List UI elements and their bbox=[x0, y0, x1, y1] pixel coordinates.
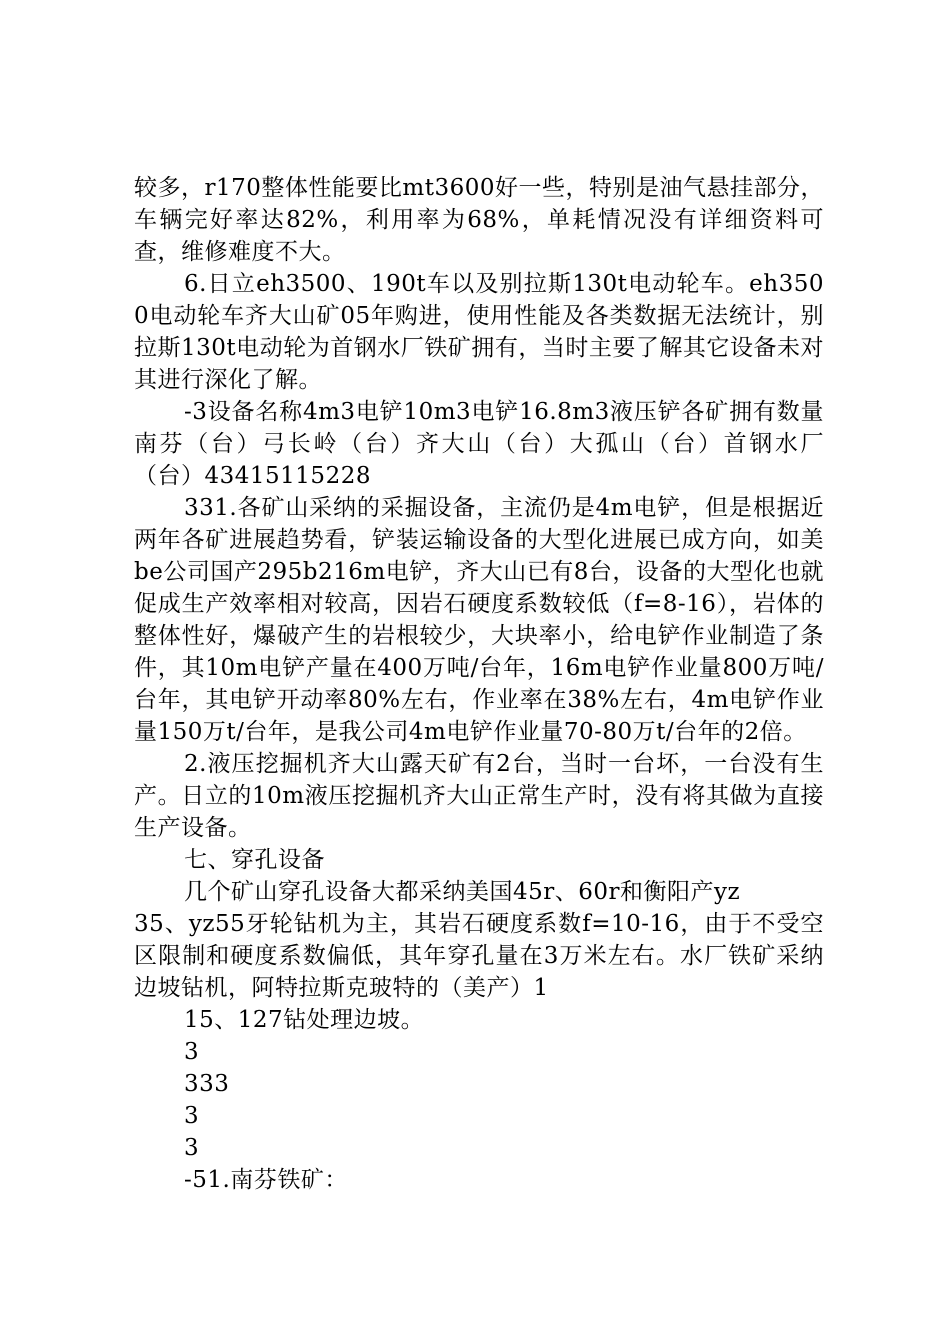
document-body bbox=[134, 172, 824, 1196]
paragraph-13: 3 bbox=[184, 1135, 200, 1161]
paragraph-14: -51.南芬铁矿： bbox=[184, 1167, 348, 1193]
section-heading-drilling: 七、穿孔设备 bbox=[184, 847, 325, 873]
paragraph-1: 较多，r170整体性能要比mt3600好一些，特别是油气悬挂部分，车辆完好率达82%，利用率为68%，单耗情况没有详细资料可查，维修难度不大。 bbox=[134, 175, 824, 265]
paragraph-10: 3 bbox=[184, 1039, 200, 1065]
paragraph-2: 6.日立eh3500、190t车以及别拉斯130t电动轮车。eh3500电动轮车齐大山矿05年购进，使用性能及各类数据无法统计，别拉斯130t电动轮为首钢水厂铁矿拥有，当时主要了解其它设备未对其进行深化了解。 bbox=[134, 271, 824, 393]
paragraph-11: 333 bbox=[184, 1071, 230, 1097]
paragraph-5: 2.液压挖掘机齐大山露天矿有2台，当时一台坏，一台没有生产。日立的10m液压挖掘机齐大山正常生产时，没有将其做为直接生产设备。 bbox=[134, 751, 824, 841]
paragraph-8: 35、yz55牙轮钻机为主，其岩石硬度系数f=10-16，由于不受空区限制和硬度系数偏低，其年穿孔量在3万米左右。水厂铁矿采纳边坡钻机，阿特拉斯克玻特的（美产）1 bbox=[134, 911, 824, 1001]
paragraph-4: 331.各矿山采纳的采掘设备，主流仍是4m电铲，但是根据近两年各矿进展趋势看，铲装运输设备的大型化进展已成方向，如美be公司国产295b216m电铲，齐大山已有8台，设备的大型化也就促成生产效率相对较高，因岩石硬度系数较低（f=8-16），岩体的整体性好，爆破产生的岩根较少，大块率小，给电铲作业制造了条件，其10m电铲产量在400万吨/台年，16m电铲作业量800万吨/台年，其电铲开动率80%左右，作业率在38%左右，4m电铲作业量150万t/台年，是我公司4m电铲作业量70-80万t/台年的2倍。 bbox=[134, 495, 824, 745]
paragraph-12: 3 bbox=[184, 1103, 200, 1129]
paragraph-7: 几个矿山穿孔设备大都采纳美国45r、60r和衡阳产yz bbox=[184, 879, 741, 905]
paragraph-3: -3设备名称4m3电铲10m3电铲16.8m3液压铲各矿拥有数量南芬（台）弓长岭（台）齐大山（台）大孤山（台）首钢水厂（台）43415115228 bbox=[134, 399, 824, 489]
paragraph-9: 15、127钻处理边坡。 bbox=[184, 1007, 425, 1033]
